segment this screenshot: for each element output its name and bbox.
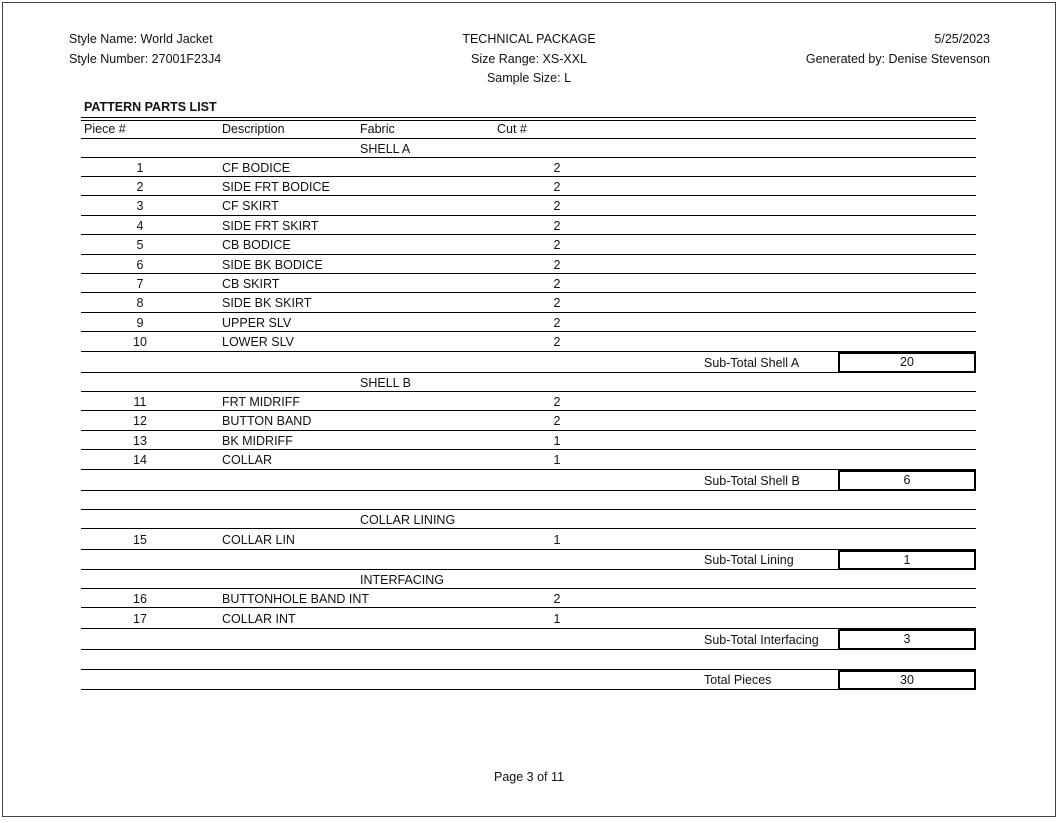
description-cell: FRT MIDRIFF bbox=[222, 395, 301, 409]
subtotal-value-box: 1 bbox=[838, 550, 976, 570]
piece-number-cell: 16 bbox=[133, 592, 147, 606]
piece-number-cell: 8 bbox=[136, 296, 144, 310]
piece-number-cell: 9 bbox=[136, 316, 144, 330]
piece-number-cell: 17 bbox=[133, 612, 147, 626]
row-divider bbox=[81, 449, 976, 450]
subtotal-label: Sub-Total Shell A bbox=[704, 356, 800, 370]
style-name: Style Name: World Jacket bbox=[69, 32, 213, 46]
column-header-fabric: Fabric bbox=[360, 122, 395, 136]
row-divider bbox=[81, 331, 976, 332]
description-cell: SIDE FRT SKIRT bbox=[222, 219, 319, 233]
row-divider bbox=[81, 292, 976, 293]
description-cell: COLLAR bbox=[222, 453, 273, 467]
piece-number-cell: 13 bbox=[133, 434, 147, 448]
subtotal-label: Sub-Total Shell B bbox=[704, 474, 800, 488]
row-divider bbox=[81, 689, 976, 690]
cut-count-cell: 2 bbox=[553, 414, 561, 428]
row-divider bbox=[81, 372, 976, 373]
section-label: SHELL A bbox=[360, 142, 411, 156]
row-divider bbox=[81, 569, 976, 570]
description-cell: COLLAR LIN bbox=[222, 533, 295, 547]
cut-count-cell: 2 bbox=[553, 258, 561, 272]
row-divider bbox=[81, 410, 976, 411]
generated-by: Generated by: Denise Stevenson bbox=[805, 52, 990, 66]
row-divider bbox=[81, 273, 976, 274]
description-cell: SIDE BK SKIRT bbox=[222, 296, 312, 310]
description-cell: BUTTON BAND bbox=[222, 414, 312, 428]
cut-count-cell: 2 bbox=[553, 219, 561, 233]
cut-count-cell: 1 bbox=[553, 434, 561, 448]
document-date: 5/25/2023 bbox=[934, 32, 990, 46]
column-header-cut: Cut # bbox=[497, 122, 527, 136]
section-label: INTERFACING bbox=[360, 573, 445, 587]
cut-count-cell: 1 bbox=[553, 533, 561, 547]
size-range: Size Range: XS-XXL bbox=[470, 52, 588, 66]
document-title: TECHNICAL PACKAGE bbox=[462, 32, 596, 46]
description-cell: UPPER SLV bbox=[222, 316, 292, 330]
piece-number-cell: 5 bbox=[136, 238, 144, 252]
row-divider bbox=[81, 157, 976, 158]
row-divider bbox=[81, 528, 976, 529]
piece-number-cell: 3 bbox=[136, 199, 144, 213]
subtotal-value-box: 20 bbox=[838, 352, 976, 373]
description-cell: CF BODICE bbox=[222, 161, 291, 175]
cut-count-cell: 2 bbox=[553, 238, 561, 252]
cut-count-cell: 2 bbox=[553, 199, 561, 213]
row-divider bbox=[81, 588, 976, 589]
row-divider bbox=[81, 430, 976, 431]
piece-number-cell: 4 bbox=[136, 219, 144, 233]
piece-number-cell: 11 bbox=[133, 395, 147, 409]
subtotal-value-box: 3 bbox=[838, 629, 976, 650]
style-number: Style Number: 27001F23J4 bbox=[69, 52, 222, 66]
pattern-parts-list-title: PATTERN PARTS LIST bbox=[84, 100, 217, 114]
cut-count-cell: 2 bbox=[553, 316, 561, 330]
description-cell: LOWER SLV bbox=[222, 335, 295, 349]
row-divider bbox=[81, 215, 976, 216]
piece-number-cell: 7 bbox=[136, 277, 144, 291]
description-cell: SIDE FRT BODICE bbox=[222, 180, 330, 194]
column-header-piece: Piece # bbox=[84, 122, 126, 136]
page-number: Page 3 of 11 bbox=[494, 770, 564, 784]
row-divider bbox=[81, 391, 976, 392]
cut-count-cell: 2 bbox=[553, 180, 561, 194]
column-header-description: Description bbox=[222, 122, 285, 136]
row-divider bbox=[81, 312, 976, 313]
row-divider bbox=[81, 195, 976, 196]
row-divider bbox=[81, 509, 976, 510]
cut-count-cell: 1 bbox=[553, 612, 561, 626]
subtotal-value-box: 6 bbox=[838, 470, 976, 491]
row-divider bbox=[81, 254, 976, 255]
cut-count-cell: 1 bbox=[553, 453, 561, 467]
row-divider bbox=[81, 607, 976, 608]
cut-count-cell: 2 bbox=[553, 395, 561, 409]
cut-count-cell: 2 bbox=[553, 592, 561, 606]
piece-number-cell: 14 bbox=[133, 453, 147, 467]
piece-number-cell: 10 bbox=[133, 335, 147, 349]
description-cell: BK MIDRIFF bbox=[222, 434, 293, 448]
row-divider bbox=[81, 176, 976, 177]
cut-count-cell: 2 bbox=[553, 161, 561, 175]
cut-count-cell: 2 bbox=[553, 277, 561, 291]
row-divider bbox=[81, 234, 976, 235]
piece-number-cell: 1 bbox=[136, 161, 144, 175]
description-cell: BUTTONHOLE BAND INT bbox=[222, 592, 370, 606]
subtotal-label: Total Pieces bbox=[704, 673, 772, 687]
description-cell: SIDE BK BODICE bbox=[222, 258, 323, 272]
description-cell: CF SKIRT bbox=[222, 199, 279, 213]
subtotal-value-box: 30 bbox=[838, 670, 976, 690]
subtotal-label: Sub-Total Interfacing bbox=[704, 633, 819, 647]
piece-number-cell: 2 bbox=[136, 180, 144, 194]
description-cell: CB BODICE bbox=[222, 238, 291, 252]
piece-number-cell: 15 bbox=[133, 533, 147, 547]
subtotal-label: Sub-Total Lining bbox=[704, 553, 794, 567]
row-divider bbox=[81, 649, 976, 650]
sample-size: Sample Size: L bbox=[486, 71, 572, 85]
cut-count-cell: 2 bbox=[553, 335, 561, 349]
piece-number-cell: 12 bbox=[133, 414, 147, 428]
description-cell: COLLAR INT bbox=[222, 612, 296, 626]
row-divider bbox=[81, 490, 976, 491]
piece-number-cell: 6 bbox=[136, 258, 144, 272]
section-label: SHELL B bbox=[360, 376, 411, 390]
cut-count-cell: 2 bbox=[553, 296, 561, 310]
section-label: COLLAR LINING bbox=[360, 513, 456, 527]
description-cell: CB SKIRT bbox=[222, 277, 280, 291]
